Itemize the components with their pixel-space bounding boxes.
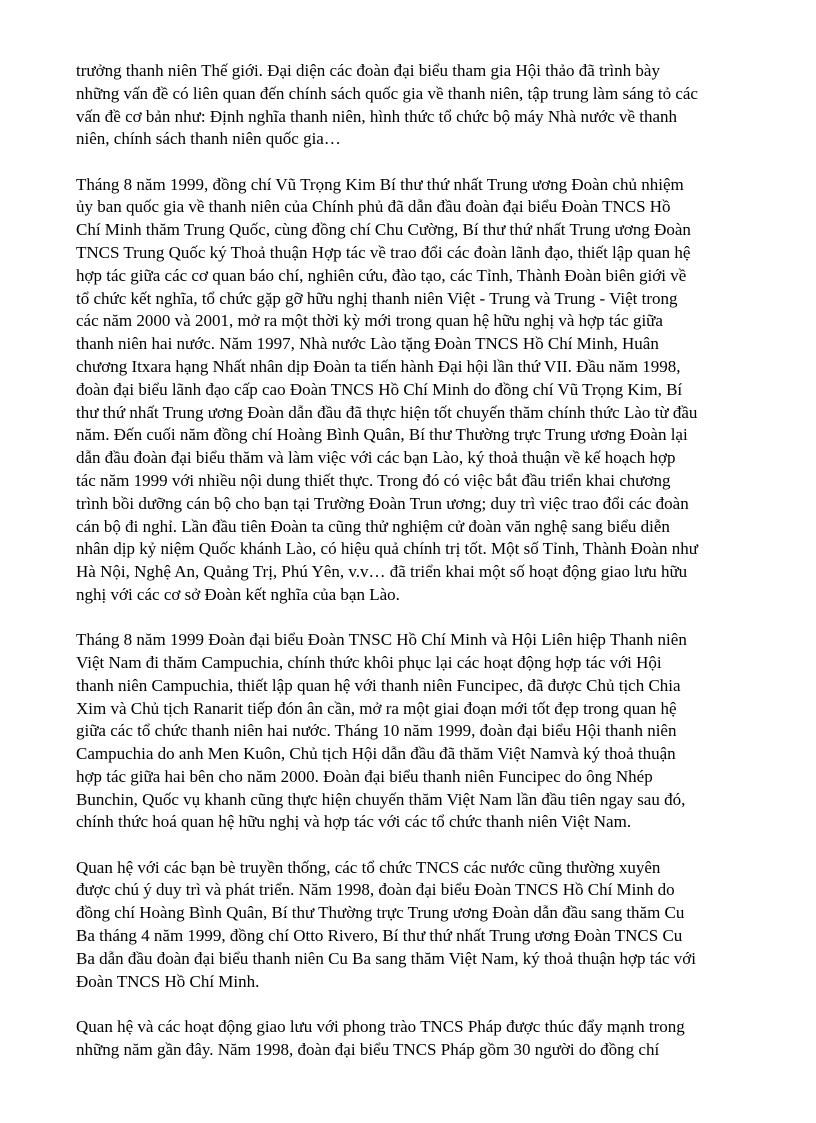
text-line: cán bộ đi nghỉ. Lần đầu tiên Đoàn ta cũng thử nghiệm cử đoàn văn nghệ sang biểu diễn: [76, 516, 670, 536]
text-line: thanh niên hai nước. Năm 1997, Nhà nước Lào tặng Đoàn TNCS Hồ Chí Minh, Huân: [76, 334, 659, 354]
text-line: tác năm 1999 với nhiều nội dung thiết thực. Trong đó có việc bắt đầu triển khai chương: [76, 470, 671, 490]
text-line: tổ chức kết nghĩa, tổ chức gặp gỡ hữu nghị thanh niên Việt - Trung và Trung - Việt trong: [76, 288, 678, 308]
text-line: niên, chính sách thanh niên quốc gia…: [76, 129, 341, 149]
text-line: chương Itxara hạng Nhất nhân dịp Đoàn ta tiến hành Đại hội lần thứ VII. Đầu năm 1998,: [76, 356, 681, 376]
text-line: hợp tác giữa các cơ quan báo chí, nghiên cứu, đào tạo, các Tỉnh, Thành Đoàn biên giới về: [76, 265, 687, 285]
text-line: dẫn đầu đoàn đại biểu thăm và làm việc với các bạn Lào, ký thoả thuận về kế hoạch hợp: [76, 448, 676, 468]
text-line: thư thứ nhất Trung ương Đoàn dẫn đầu đã thực hiện tốt chuyến thăm chính thức Lào từ đầu: [76, 402, 698, 422]
text-line: ủy ban quốc gia về thanh niên của Chính phủ đã dẫn đầu đoàn đại biểu Đoàn TNCS Hồ: [76, 197, 671, 217]
text-line: Chí Minh thăm Trung Quốc, cùng đồng chí Chu Cường, Bí thư thứ nhất Trung ương Đoàn: [76, 220, 691, 240]
text-line: Việt Nam đi thăm Campuchia, chính thức khôi phục lại các hoạt động hợp tác với Hội: [76, 652, 662, 672]
text-line: Quan hệ với các bạn bè truyền thống, các tổ chức TNCS các nước cũng thường xuyên: [76, 857, 661, 877]
text-line: Tháng 8 năm 1999, đồng chí Vũ Trọng Kim Bí thư thứ nhất Trung ương Đoàn chủ nhiệm: [76, 174, 684, 194]
text-line: Hà Nội, Nghệ An, Quảng Trị, Phú Yên, v.v… đã triển khai một số hoạt động giao lưu hữu: [76, 562, 688, 582]
text-line: nhân dịp kỷ niệm Quốc khánh Lào, có hiệu quả chính trị tốt. Một số Tỉnh, Thành Đoàn như: [76, 539, 698, 559]
text-line: năm. Đến cuối năm đồng chí Hoàng Bình Quân, Bí thư Thường trực Trung ương Đoàn lại: [76, 425, 688, 445]
text-line: các năm 2000 và 2001, mở ra một thời kỳ mới trong quan hệ hữu nghị và hợp tác giữa: [76, 311, 663, 331]
text-line: Tháng 8 năm 1999 Đoàn đại biểu Đoàn TNSC Hồ Chí Minh và Hội Liên hiệp Thanh niên: [76, 630, 687, 650]
text-line: Ba dẫn đầu đoàn đại biểu thanh niên Cu Ba sang thăm Việt Nam, ký thoả thuận hợp tác với: [76, 948, 697, 968]
text-line: trình bồi dưỡng cán bộ cho bạn tại Trường Đoàn Trun ương; duy trì việc trao đổi các đoàn: [76, 493, 689, 513]
text-line: thanh niên Campuchia, thiết lập quan hệ với thanh niên Funcipec, đã được Chủ tịch Chia: [76, 675, 681, 695]
text-line: hợp tác giữa hai bên cho năm 2000. Đoàn đại biểu thanh niên Funcipec do ông Nhép: [76, 766, 653, 786]
text-line: Campuchia do anh Men Kuôn, Chủ tịch Hội dẫn đầu đã thăm Việt Namvà ký thoả thuận: [76, 744, 676, 764]
text-line: nghị với các cơ sở Đoàn kết nghĩa của bạn Lào.: [76, 584, 400, 604]
paragraph: [76, 857, 764, 994]
text-line: những năm gần đây. Năm 1998, đoàn đại biểu TNCS Pháp gồm 30 người do đồng chí: [76, 1039, 660, 1059]
paragraph: [76, 60, 764, 151]
text-line: những vấn đề có liên quan đến chính sách quốc gia về thanh niên, tập trung làm sáng tỏ các: [76, 83, 698, 103]
text-line: Quan hệ và các hoạt động giao lưu với phong trào TNCS Pháp được thúc đẩy mạnh trong: [76, 1016, 685, 1036]
text-line: vấn đề cơ bản như: Định nghĩa thanh niên, hình thức tổ chức bộ máy Nhà nước về thanh: [76, 106, 678, 126]
text-line: được chú ý duy trì và phát triển. Năm 1998, đoàn đại biểu Đoàn TNCS Hồ Chí Minh do: [76, 880, 675, 900]
text-line: trưởng thanh niên Thế giới. Đại diện các đoàn đại biểu tham gia Hội thảo đã trình bày: [76, 61, 660, 80]
text-line: đồng chí Hoàng Bình Quân, Bí thư Thường trực Trung ương Đoàn dẫn đầu sang thăm Cu: [76, 903, 685, 923]
document-page: [76, 60, 764, 1084]
paragraph: [76, 174, 764, 607]
text-line: Bunchin, Quốc vụ khanh cũng thực hiện chuyến thăm Việt Nam lần đầu tiên ngay sau đó,: [76, 789, 686, 809]
text-line: chính thức hoá quan hệ hữu nghị và hợp tác với các tổ chức thanh niên Việt Nam.: [76, 812, 632, 832]
text-line: Đoàn TNCS Hồ Chí Minh.: [76, 971, 260, 991]
text-line: đoàn đại biểu lãnh đạo cấp cao Đoàn TNCS Hồ Chí Minh do đồng chí Vũ Trọng Kim, Bí: [76, 379, 683, 399]
paragraph: [76, 1016, 764, 1062]
text-line: giữa các tổ chức thanh niên hai nước. Tháng 10 năm 1999, đoàn đại biểu Hội thanh niên: [76, 721, 677, 741]
paragraph: [76, 629, 764, 834]
text-line: TNCS Trung Quốc ký Thoả thuận Hợp tác về trao đổi các đoàn lãnh đạo, thiết lập quan hệ: [76, 242, 691, 262]
text-line: Ba tháng 4 năm 1999, đồng chí Otto Rivero, Bí thư thứ nhất Trung ương Đoàn TNCS Cu: [76, 926, 683, 946]
text-line: Xim và Chủ tịch Ranarit tiếp đón ân cần, mở ra một giai đoạn mới tốt đẹp trong quan hệ: [76, 698, 677, 718]
